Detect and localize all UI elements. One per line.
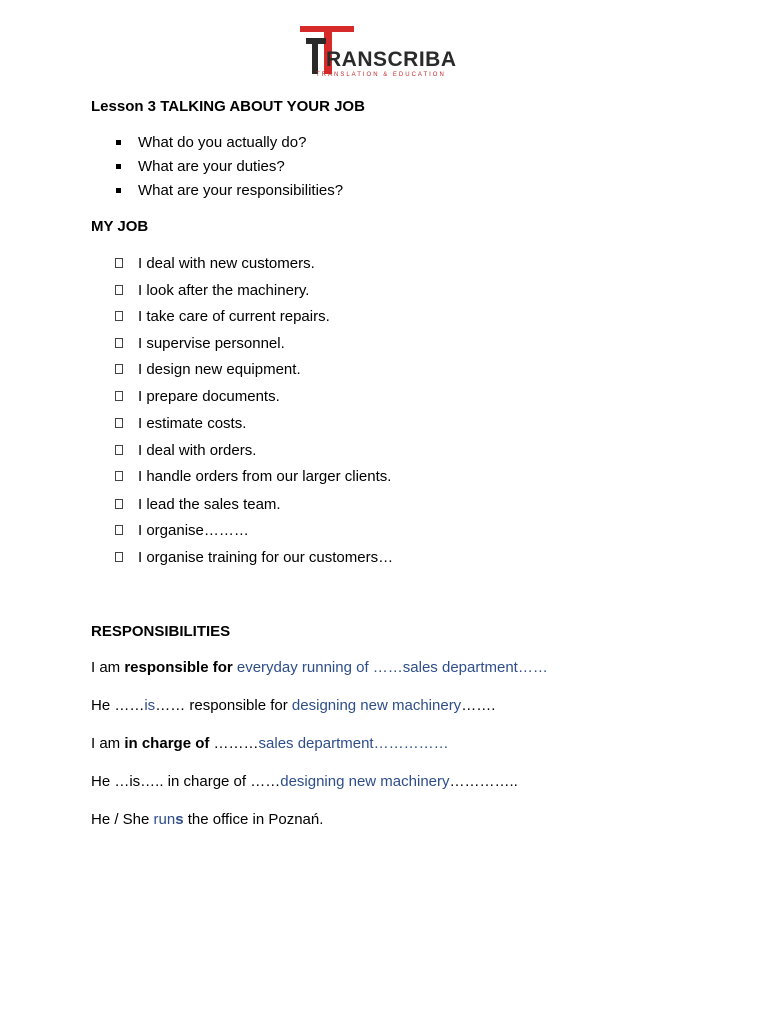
answer-text: run: [153, 811, 176, 828]
text-segment: …… responsible for: [155, 697, 292, 714]
checkbox-icon: [115, 418, 123, 428]
text-segment: the office in Poznań.: [183, 811, 324, 828]
answer-text: is: [144, 697, 156, 714]
job-item: I lead the sales team.: [138, 496, 281, 513]
job-item: I supervise personnel.: [138, 335, 285, 352]
checkbox-icon: [115, 445, 123, 455]
logo-tagline: TRANSLATION & EDUCATION: [316, 72, 446, 78]
job-item: I prepare documents.: [138, 388, 280, 405]
text-segment: He ……: [91, 697, 145, 714]
logo-wordmark: RANSCRIBA: [326, 48, 457, 71]
square-bullet-icon: [116, 188, 121, 193]
checkbox-icon: [115, 338, 123, 348]
responsibility-line: [91, 811, 323, 829]
job-item: I estimate costs.: [138, 415, 247, 432]
job-item: I deal with orders.: [138, 442, 257, 459]
key-phrase: in charge of: [124, 735, 210, 752]
answer-text: everyday running of ……sales department……: [232, 659, 548, 676]
answer-text: sales department……………: [258, 735, 449, 752]
transcriba-logo: [298, 22, 470, 80]
checkbox-icon: [115, 499, 123, 509]
job-item: I handle orders from our larger clients.: [138, 468, 392, 485]
text-segment: ………: [209, 735, 259, 752]
lesson-title: Lesson 3 TALKING ABOUT YOUR JOB: [91, 98, 365, 115]
checkbox-icon: [115, 391, 123, 401]
checkbox-icon: [115, 258, 123, 268]
responsibility-line: [91, 697, 495, 715]
my-job-heading: MY JOB: [91, 218, 149, 235]
answer-text: designing new machinery: [280, 773, 450, 790]
text-segment: He / She: [91, 811, 154, 828]
answer-text: designing new machinery: [291, 697, 462, 714]
question-item: What are your responsibilities?: [138, 182, 344, 199]
answer-text: s: [175, 811, 184, 828]
job-item: I organise………: [138, 522, 249, 539]
text-segment: …….: [461, 697, 496, 714]
square-bullet-icon: [116, 164, 121, 169]
checkbox-icon: [115, 285, 123, 295]
question-item: What are your duties?: [138, 158, 285, 175]
job-item: I design new equipment.: [138, 361, 301, 378]
job-item: I take care of current repairs.: [138, 308, 330, 325]
square-bullet-icon: [116, 140, 121, 145]
job-item: I deal with new customers.: [138, 255, 315, 272]
text-segment: I am: [91, 735, 125, 752]
question-item: What do you actually do?: [138, 134, 307, 151]
checkbox-icon: [115, 525, 123, 535]
text-segment: I am: [91, 659, 125, 676]
responsibility-line: [91, 735, 449, 753]
job-item: I look after the machinery.: [138, 282, 310, 299]
job-item: I organise training for our customers…: [138, 549, 394, 566]
checkbox-icon: [115, 471, 123, 481]
text-segment: …………..: [449, 773, 518, 790]
responsibility-line: [91, 773, 518, 791]
responsibilities-heading: RESPONSIBILITIES: [91, 623, 231, 640]
checkbox-icon: [115, 364, 123, 374]
checkbox-icon: [115, 311, 123, 321]
key-phrase: responsible for: [124, 659, 233, 676]
checkbox-icon: [115, 552, 123, 562]
responsibility-line: [91, 659, 548, 677]
text-segment: He …is….. in charge of ……: [91, 773, 281, 790]
